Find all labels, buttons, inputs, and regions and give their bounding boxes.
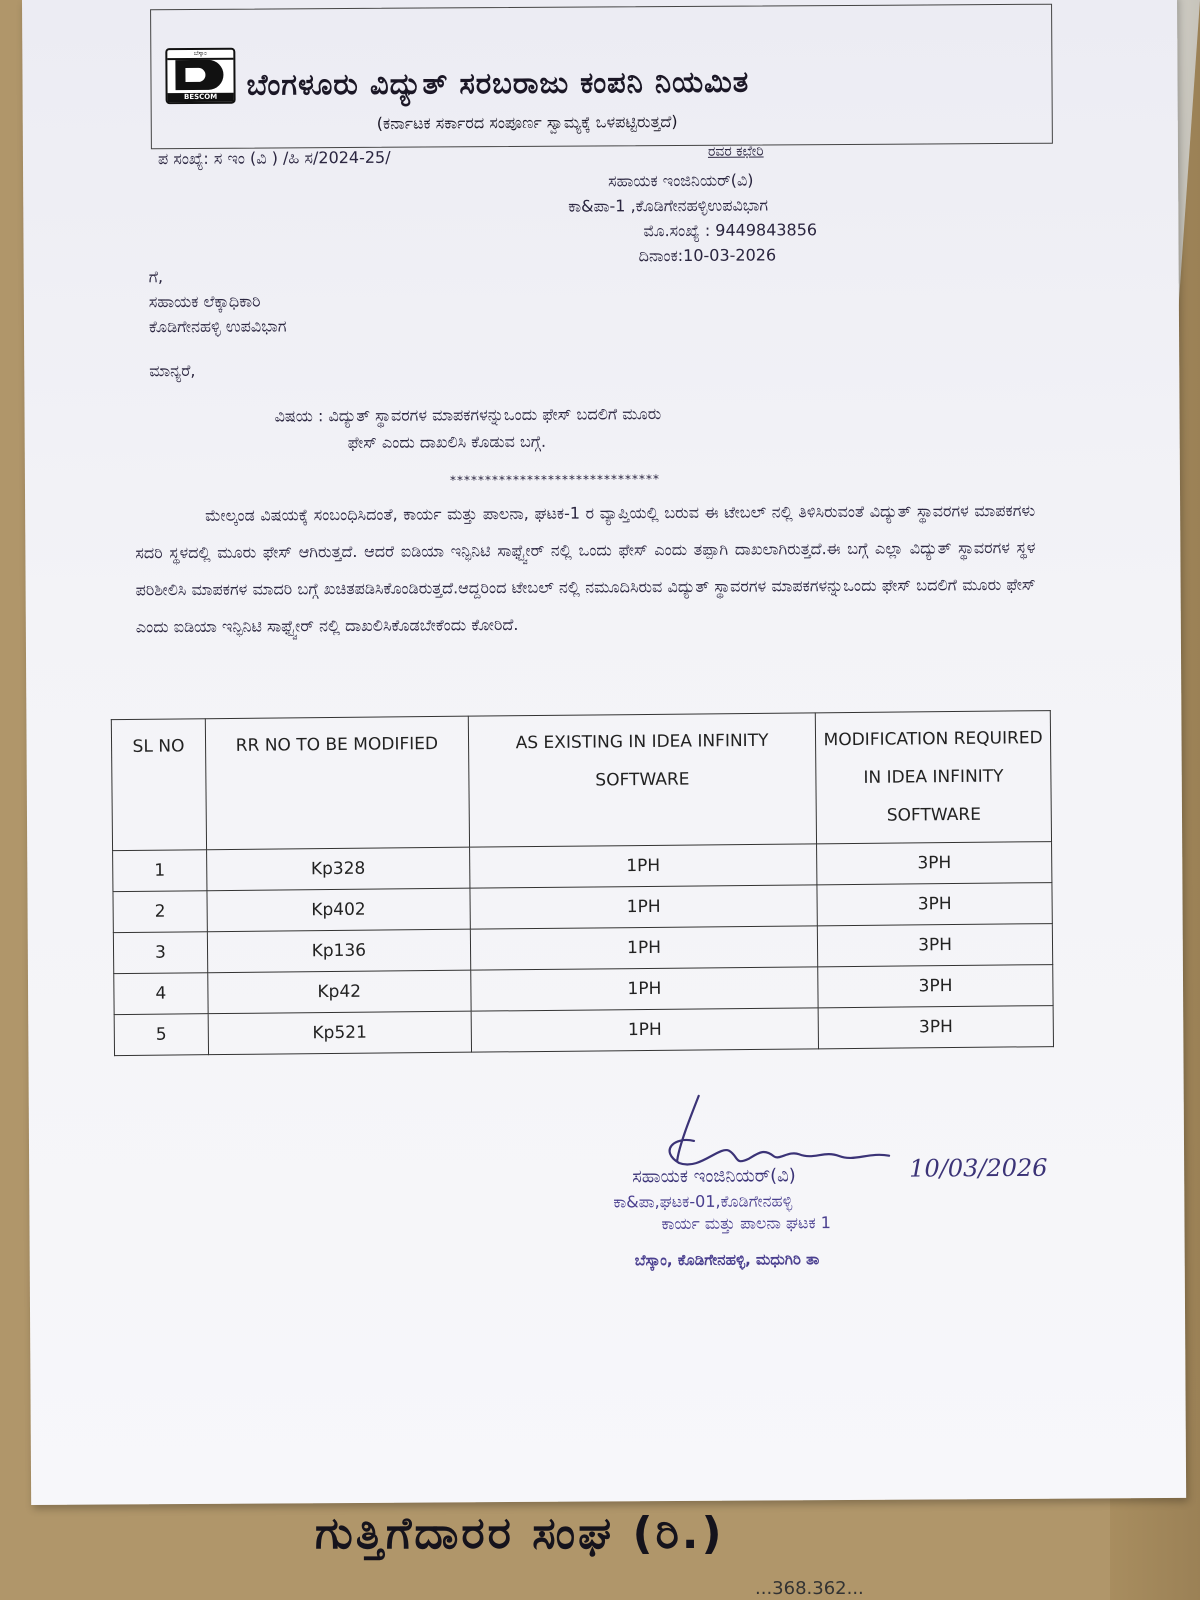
cell-required: 3PH <box>818 1006 1053 1049</box>
cell-required: 3PH <box>818 965 1053 1008</box>
subject-line-2: ಫೇಸ್ ಎಂದು ದಾಖಲಿಸಿ ಕೊಡುವ ಬಗ್ಗೆ. <box>347 431 547 453</box>
sender-title: ಸಹಾಯಕ ಇಂಜಿನಿಯರ್(ವಿ) <box>608 170 754 191</box>
letter-page <box>22 0 1186 1505</box>
background-partial-text: ...368.362... <box>755 1578 864 1599</box>
cell-sl: 5 <box>114 1014 208 1056</box>
rr-modification-table <box>111 710 1054 1056</box>
cell-rr: Kp402 <box>207 888 470 932</box>
letter-date: ದಿನಾಂಕ:10-03-2026 <box>638 245 777 266</box>
sender-office: ಕಾ&ಪಾ-1 ,ಕೊಡಿಗೇನಹಳ್ಳಿಉಪವಿಭಾಗ <box>568 195 769 216</box>
cell-sl: 2 <box>113 891 207 933</box>
reference-number: ಪ ಸಂಖ್ಯೆ: ಸ ಇಂ (ವಿ ) /ಹಿ ಸ/2024-25/ <box>157 147 391 169</box>
separator-line: ****************************** <box>449 472 660 488</box>
header-sl-no: SL NO <box>111 719 206 851</box>
header-existing: AS EXISTING IN IDEA INFINITY SOFTWARE <box>468 713 817 847</box>
cell-rr: Kp328 <box>206 847 469 891</box>
logo-top-label: ಬೆಸ್ಕಾಂ <box>167 50 233 60</box>
sender-mobile: ಮೊ.ಸಂಖ್ಯೆ : 9449843856 <box>643 220 818 241</box>
header-modification: MODIFICATION REQUIRED IN IDEA INFINITY SOFTWARE <box>816 711 1052 844</box>
company-subtitle: (ಕರ್ನಾಟಕ ಸರ್ಕಾರದ ಸಂಪೂರ್ಣ ಸ್ವಾಮ್ಯಕ್ಕೆ ಒಳಪಟ್ಟಿರುತ್ತದೆ) <box>376 111 678 133</box>
stamp-line-3: ಕಾರ್ಯ ಮತ್ತು ಪಾಲನಾ ಘಟಕ 1 <box>661 1213 831 1234</box>
bescom-logo <box>165 48 235 104</box>
body-paragraph: ಮೇಲ್ಕಂಡ ವಿಷಯಕ್ಕೆ ಸಂಬಂಧಿಸಿದಂತೆ, ಕಾರ್ಯ ಮತ್ತು ಪಾಲನಾ, ಘಟಕ-1 ರ ವ್ಯಾಪ್ತಿಯಲ್ಲಿ ಬರುವ ಈ ಟೇಬಲ್ ನಲ್ಲಿ ತಿಳಿಸಿರುವಂತೆ ವಿದ್ಯುತ್ ಸ್ಥಾವರಗಳ ಮಾಪಕಗಳು ಸದರಿ ಸ್ಥಳದಲ್ಲಿ ಮೂರು ಫೇಸ್ ಆಗಿರುತ್ತದೆ. ಆದರೆ ಐಡಿಯಾ ಇನ್ಫಿನಿಟಿ ಸಾಫ್ಟ್ವೇರ್ ನಲ್ಲಿ ಒಂದು ಫೇಸ್ ಎಂದು ತಪ್ಪಾಗಿ ದಾಖಲಾಗಿರುತ್ತದೆ.ಈ ಬಗ್ಗೆ ಎಲ್ಲಾ ವಿದ್ಯುತ್ ಸ್ಥಾವರಗಳ ಸ್ಥಳ ಪರಿಶೀಲಿಸಿ ಮಾಪಕಗಳ ಮಾದರಿ ಬಗ್ಗೆ ಖಚಿತಪಡಿಸಿಕೊಂಡಿರುತ್ತದೆ.ಆದ್ದರಿಂದ ಟೇಬಲ್ ನಲ್ಲಿ ನಮೂದಿಸಿರುವ ವಿದ್ಯುತ್ ಸ್ಥಾವರಗಳ ಮಾಪಕಗಳನ್ನುಒಂದು ಫೇಸ್ ಬದಲಿಗೆ ಮೂರು ಫೇಸ್ ಎಂದು ಐಡಿಯಾ ಇನ್ಫಿನಿಟಿ ಸಾಫ್ಟ್ವೇರ್ ನಲ್ಲಿ ದಾಖಲಿಸಿಕೊಡಬೇಕೆಂದು ಕೋರಿದೆ. <box>135 500 1036 637</box>
cell-existing: 1PH <box>471 967 819 1011</box>
cell-required: 3PH <box>817 883 1052 926</box>
stamp-line-1: ಸಹಾಯಕ ಇಂಜಿನಿಯರ್(ವಿ) <box>632 1165 796 1188</box>
cell-existing: 1PH <box>471 1008 819 1052</box>
table-row <box>114 1006 1053 1056</box>
stamp-line-2: ಕಾ&ಪಾ,ಘಟಕ-01,ಕೊಡಿಗೇನಹಳ್ಳಿ <box>613 1191 793 1212</box>
cell-sl: 3 <box>113 932 207 974</box>
subject-line-1: ವಿಷಯ : ವಿದ್ಯುತ್ ಸ್ಥಾವರಗಳ ಮಾಪಕಗಳನ್ನುಒಂದು ಫೇಸ್ ಬದಲಿಗೆ ಮೂರು <box>274 404 662 426</box>
logo-bottom-label: BESCOM <box>168 93 234 102</box>
handwritten-date: 10/03/2026 <box>909 1153 1048 1183</box>
recipient-office: ಕೊಡಿಗೇನಹಳ್ಳಿ ಉಪವಿಭಾಗ <box>148 316 287 337</box>
salutation: ಮಾನ್ಯರೆ, <box>149 360 196 381</box>
company-name: ಬೆಂಗಳೂರು ವಿದ್ಯುತ್ ಸರಬರಾಜು ಕಂಪನಿ ನಿಯಮಿತ <box>246 64 750 102</box>
letterhead-box <box>150 4 1053 150</box>
table-header-row <box>111 711 1051 851</box>
cell-required: 3PH <box>818 924 1053 967</box>
cell-rr: Kp42 <box>208 970 471 1014</box>
stamp-line-4: ಬೆಸ್ಕಾಂ, ಕೊಡಿಗೇನಹಳ್ಳಿ, ಮಧುಗಿರಿ ತಾ <box>634 1250 820 1270</box>
recipient-title: ಸಹಾಯಕ ಲೆಕ್ಕಾಧಿಕಾರಿ <box>148 291 261 312</box>
cell-rr: Kp521 <box>208 1011 471 1055</box>
header-rr-no: RR NO TO BE MODIFIED <box>205 716 469 850</box>
cell-sl: 4 <box>114 973 208 1015</box>
cell-required: 3PH <box>817 842 1052 885</box>
cell-sl: 1 <box>113 850 207 892</box>
cell-rr: Kp136 <box>207 929 470 973</box>
office-label: ರವರ ಕಛೇರಿ <box>707 143 764 160</box>
cell-existing: 1PH <box>470 885 818 929</box>
background-banner-text: ಗುತ್ತಿಗೆದಾರರ ಸಂಘ (ರಿ.) <box>315 1508 725 1559</box>
logo-b-icon <box>175 60 223 90</box>
cell-existing: 1PH <box>470 926 818 970</box>
recipient-to: ಗೆ, <box>148 267 164 287</box>
cell-existing: 1PH <box>469 844 817 888</box>
